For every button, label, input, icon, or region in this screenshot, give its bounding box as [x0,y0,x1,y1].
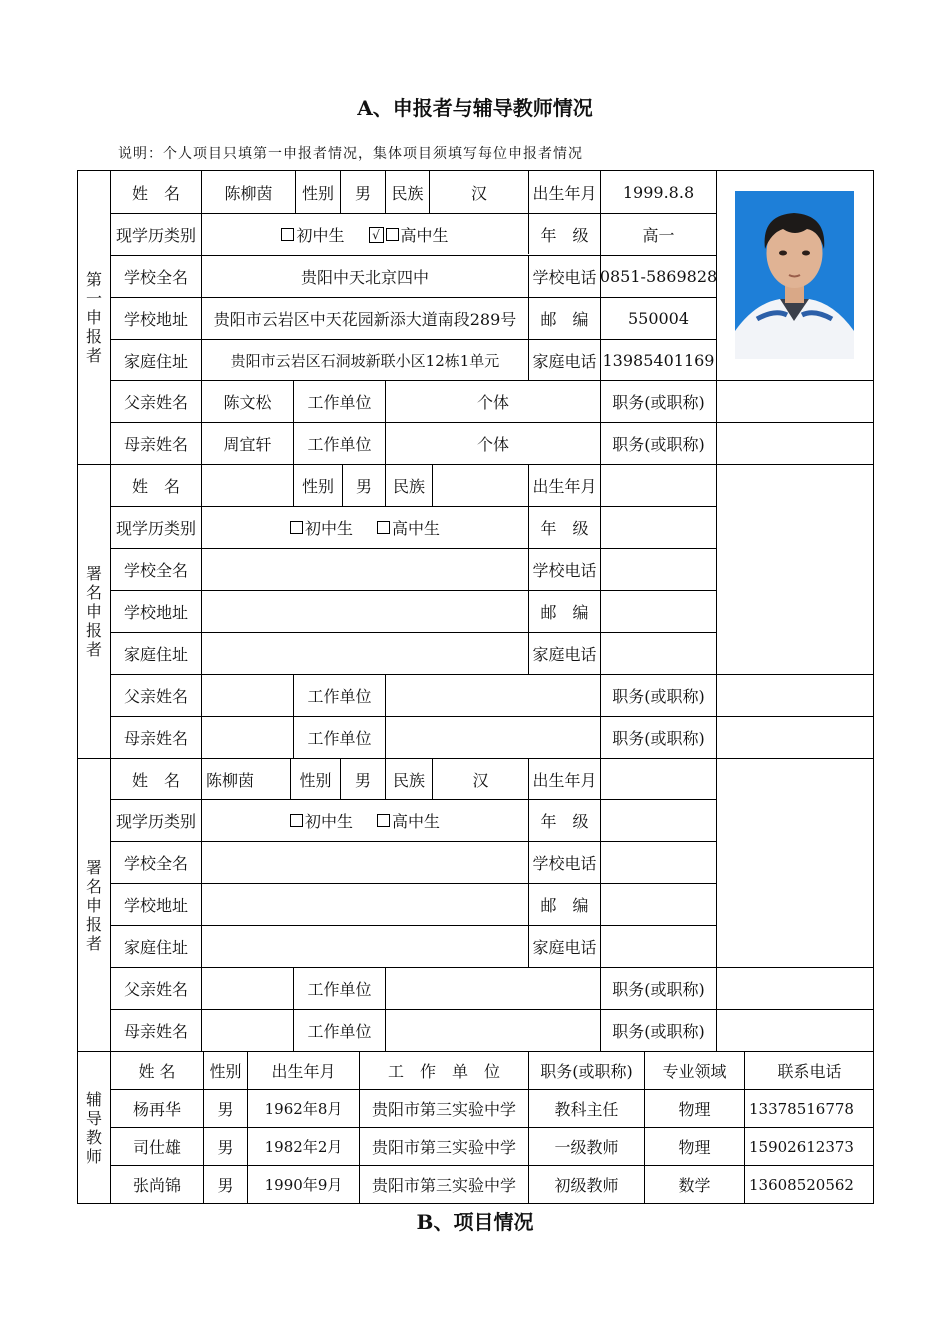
label-mother-position: 职务(或职称) [612,1022,705,1041]
label-mother-unit: 工作单位 [307,435,372,454]
label-postcode: 邮 编 [540,310,589,329]
senior-checkmark-box[interactable]: √ [369,227,384,243]
label-postcode: 邮 编 [540,896,589,915]
label-school-phone: 学校电话 [532,854,597,873]
senior-label: 高中生 [400,226,449,245]
junior-checkbox[interactable] [290,521,303,534]
label-grade: 年 级 [540,226,589,245]
section-second-applicant: 署 名 申 报 者 [85,564,102,659]
label-mother: 母亲姓名 [123,729,188,748]
junior-label: 初中生 [304,519,353,538]
label-father: 父亲姓名 [123,980,188,999]
first-home-phone-value[interactable]: 13985401169 [602,350,715,370]
label-school: 学校全名 [123,268,188,287]
first-father-value[interactable]: 陈文松 [223,393,272,412]
label-school: 学校全名 [123,854,188,873]
first-gender-value[interactable]: 男 [354,183,371,203]
label-school: 学校全名 [123,561,188,580]
label-school-addr: 学校地址 [123,603,188,622]
tutor-row-2-name[interactable]: 司仕雄 [132,1138,181,1157]
label-school-addr: 学校地址 [123,896,188,915]
label-father: 父亲姓名 [123,393,188,412]
tutor-row-3-field[interactable]: 数学 [678,1176,711,1195]
first-ethnicity-value[interactable]: 汉 [470,183,487,203]
label-home-phone: 家庭电话 [532,938,597,957]
label-grade: 年 级 [540,812,589,831]
tutor-row-1-position[interactable]: 教科主任 [554,1100,619,1119]
senior-checkbox[interactable] [377,521,390,534]
label-name: 姓 名 [131,770,180,790]
tutor-row-1-unit[interactable]: 贵阳市第三实验中学 [371,1100,516,1119]
applicant-photo [735,191,854,359]
tutor-row-2-unit[interactable]: 贵阳市第三实验中学 [371,1138,516,1157]
label-school-phone: 学校电话 [532,268,597,287]
tutor-header-field: 专业领域 [662,1062,727,1081]
label-father-unit: 工作单位 [307,687,372,706]
third-gender-value[interactable]: 男 [354,770,371,790]
first-school-value[interactable]: 贵阳中天北京四中 [300,268,429,287]
first-father-unit-value[interactable]: 个体 [476,393,509,412]
label-mother-position: 职务(或职称) [612,729,705,748]
senior-label: 高中生 [392,519,441,538]
label-school-phone: 学校电话 [532,561,597,580]
junior-checkbox[interactable] [290,814,303,827]
tutor-header-phone: 联系电话 [777,1062,842,1081]
tutor-row-3-name[interactable]: 张尚锦 [132,1176,181,1195]
tutor-row-3-unit[interactable]: 贵阳市第三实验中学 [371,1176,516,1195]
tutor-row-1-phone[interactable]: 13378516778 [749,1099,854,1118]
tutor-header-position: 职务(或职称) [540,1062,633,1081]
label-father-position: 职务(或职称) [612,393,705,412]
tutor-header-birth: 出生年月 [271,1062,336,1081]
tutor-header-name: 姓 名 [138,1062,176,1081]
junior-checkbox[interactable] [281,228,294,241]
senior-label: 高中生 [392,812,441,831]
tutor-row-2-gender[interactable]: 男 [217,1138,234,1157]
label-ethnicity: 民族 [392,770,425,790]
tutor-row-2-field[interactable]: 物理 [678,1138,711,1157]
label-father-position: 职务(或职称) [612,687,705,706]
third-edu-type [202,800,528,841]
junior-label: 初中生 [304,812,353,831]
tutor-row-3-birth[interactable]: 1990年9月 [264,1176,343,1194]
first-edu-type [202,214,528,255]
label-school-addr: 学校地址 [123,310,188,329]
label-father: 父亲姓名 [123,687,188,706]
label-mother: 母亲姓名 [123,1022,188,1041]
first-mother-value[interactable]: 周宜轩 [223,435,272,454]
third-ethnicity-value[interactable]: 汉 [472,770,489,790]
tutor-row-3-position[interactable]: 初级教师 [554,1176,619,1195]
label-mother-unit: 工作单位 [307,1022,372,1041]
tutor-row-3-gender[interactable]: 男 [217,1176,234,1195]
first-name-value[interactable]: 陈柳茵 [224,183,273,203]
instruction-note: 说明：个人项目只填第一申报者情况，集体项目须填写每位申报者情况 [118,146,583,162]
label-home-addr: 家庭住址 [123,645,188,664]
second-edu-type [202,507,528,548]
first-mother-unit-value[interactable]: 个体 [476,435,509,454]
tutor-row-1-gender[interactable]: 男 [217,1100,234,1119]
second-gender-value[interactable]: 男 [355,477,372,496]
first-postcode-value[interactable]: 550004 [627,309,690,328]
section-a-title: A、申报者与辅导教师情况 [357,96,593,120]
label-father-position: 职务(或职称) [612,980,705,999]
first-home-addr-value[interactable]: 贵阳市云岩区石洞坡新联小区12栋1单元 [230,351,500,370]
label-birth: 出生年月 [532,770,597,790]
label-gender: 性别 [301,183,334,203]
label-birth: 出生年月 [532,183,597,203]
label-grade: 年 级 [540,519,589,538]
label-ethnicity: 民族 [392,477,425,496]
label-home-phone: 家庭电话 [532,645,597,664]
tutor-row-2-birth[interactable]: 1982年2月 [264,1138,343,1156]
label-edu-type: 现学历类别 [115,519,196,538]
label-home-addr: 家庭住址 [123,351,188,371]
label-mother: 母亲姓名 [123,435,188,454]
portrait-image [735,191,854,359]
tutor-row-3-phone[interactable]: 13608520562 [749,1175,854,1194]
third-name-value[interactable]: 陈柳茵 [206,770,255,790]
section-first-applicant: 第 一 申 报 者 [85,270,102,365]
tutor-row-1-name[interactable]: 杨再华 [132,1100,181,1119]
first-grade-value[interactable]: 高一 [642,226,675,245]
label-mother-unit: 工作单位 [307,729,372,748]
first-school-phone-value[interactable]: 0851-5869828 [599,267,718,286]
tutor-row-1-birth[interactable]: 1962年8月 [264,1100,343,1118]
label-home-addr: 家庭住址 [123,938,188,957]
label-edu-type: 现学历类别 [115,812,196,831]
label-gender: 性别 [301,477,334,496]
tutor-row-2-phone[interactable]: 15902612373 [749,1137,854,1156]
label-mother-position: 职务(或职称) [612,435,705,454]
label-ethnicity: 民族 [391,183,424,203]
label-home-phone: 家庭电话 [532,351,597,371]
label-gender: 性别 [299,770,332,790]
senior-checkbox[interactable] [377,814,390,827]
first-birth-value[interactable]: 1999.8.8 [622,182,695,202]
tutor-row-1-field[interactable]: 物理 [678,1100,711,1119]
label-father-unit: 工作单位 [307,393,372,412]
label-name: 姓 名 [131,183,180,203]
label-name: 姓 名 [131,477,180,496]
tutor-row-2-position[interactable]: 一级教师 [554,1138,619,1157]
first-school-addr-value[interactable]: 贵阳市云岩区中天花园新添大道南段289号 [213,310,517,329]
label-postcode: 邮 编 [540,603,589,622]
section-third-applicant: 署 名 申 报 者 [85,857,102,953]
tutor-header-gender: 性别 [209,1062,242,1081]
label-father-unit: 工作单位 [307,980,372,999]
section-b-title: B、项目情况 [416,1210,534,1234]
label-birth: 出生年月 [532,477,597,496]
senior-checkbox[interactable] [386,228,399,241]
section-tutors: 辅 导 教 师 [85,1090,102,1166]
label-edu-type: 现学历类别 [115,226,196,245]
junior-label: 初中生 [296,226,345,245]
tutor-header-unit: 工 作 单 位 [387,1062,500,1081]
